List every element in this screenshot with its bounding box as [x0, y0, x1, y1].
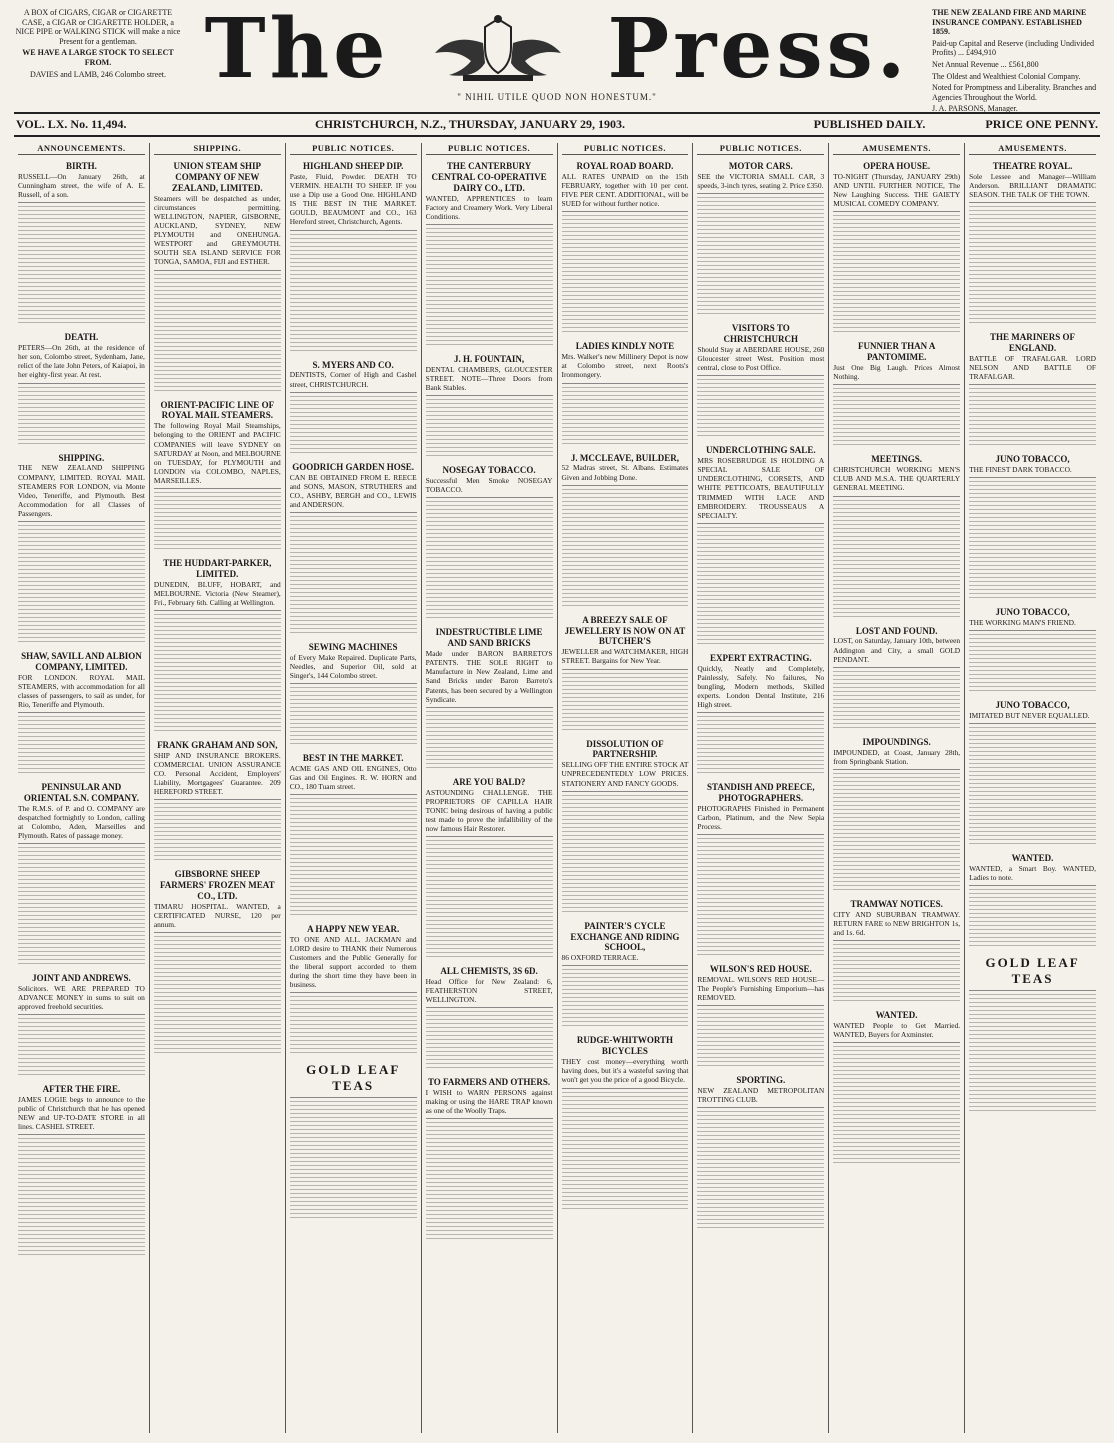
left-advert-line-2: WE HAVE A LARGE STOCK TO SELECT FROM.: [22, 48, 174, 67]
advertisement-text: ASTOUNDING CHALLENGE. THE PROPRIETORS OF CAPILLA HAIR TONIC being desirous of having a public test made to prove the infallibility of the now famous Hair Restorer.: [425, 787, 553, 833]
advertisement: [969, 952, 1096, 991]
advertisement-text: WANTED People to Get Married. WANTED, Buyers for Axminster.: [833, 1020, 961, 1039]
advertisement: [562, 612, 689, 670]
advertisement-text: IMITATED BUT NEVER EQUALLED.: [969, 711, 1090, 721]
small-print-texture: [833, 944, 960, 1004]
small-print-texture: [697, 1009, 824, 1069]
small-print-texture: [969, 994, 1096, 1114]
advertisement: [969, 850, 1096, 886]
advertisement-heading: STANDISH AND PREECE, PHOTOGRAPHERS.: [707, 781, 815, 803]
column-heading: PUBLIC NOTICES.: [426, 143, 553, 155]
advertisement-text: Paste, Fluid, Powder. DEATH TO VERMIN. HEALTH TO SHEEP. IF you use a Dip use a Good One. HIGHLAND IS THE BEST IN THE MARKET. GOULD, BEAUMONT and CO., 163 Hereford street, Christchurch, Agents.: [289, 172, 417, 227]
advertisement: [833, 896, 960, 941]
advertisement-heading: A BREEZY SALE OF JEWELLERY IS NOW ON AT BUTCHER'S: [564, 614, 686, 647]
advertisement-text: WANTED, APPRENTICES to learn Factory and Creamery Work. Very Liberal Conditions.: [425, 194, 553, 222]
advertisement: [290, 639, 417, 684]
column-6: [692, 143, 828, 1433]
advertisement-text: FOR LONDON. ROYAL MAIL STEAMERS, with accommodation for all classes of passengers, to sail as under, for Rio, Teneriffe and Plymouth.: [18, 672, 145, 709]
advertisement-text: SELLING OFF THE ENTIRE STOCK AT UNPRECEDENTEDLY LOW PRICES. STATIONERY AND FANCY GOODS.: [561, 760, 689, 788]
advertisement-heading: WANTED.: [875, 1009, 918, 1020]
advertisement: [154, 866, 281, 933]
small-print-texture: [833, 388, 960, 448]
advertisement: [426, 158, 553, 225]
advertisement-text: WANTED, a Smart Boy. WANTED, Ladies to note.: [969, 864, 1096, 883]
small-print-texture: [969, 889, 1096, 949]
advertisement-heading: GIBSBORNE SHEEP FARMERS' FROZEN MEAT CO., LTD.: [159, 868, 275, 901]
title-right: Press.: [607, 1, 910, 97]
small-print-texture: [697, 1111, 824, 1231]
advertisement-heading: TRAMWAY NOTICES.: [850, 898, 943, 909]
advertisement: [833, 1007, 960, 1043]
advertisement: [697, 158, 824, 194]
advertisement: [18, 329, 145, 383]
advertisement-text: IMPOUNDED, at Coast, January 28th, from Springbank Station.: [833, 747, 961, 766]
advertisement-text: BATTLE OF TRAFALGAR. LORD NELSON AND BATTLE OF TRAFALGAR.: [969, 354, 1096, 382]
advertisement-text: Steamers will be despatched as under, circumstances permitting. WELLINGTON, NAPIER, GISBORNE, AUCKLAND, SYDNEY, NEW PLYMOUTH and ONEHUNGA. WESTPORT and GREYMOUTH. SOUTH SEA ISLAND SERVICE FOR TONGA, SAMOA, FIJI and ESTHER.: [153, 194, 281, 267]
advertisement-heading: ARE YOU BALD?: [452, 776, 526, 787]
advertisement-text: DENTAL CHAMBERS, GLOUCESTER STREET. NOTE—Three Doors from Bank Stables.: [425, 365, 553, 393]
advertisement: [290, 459, 417, 513]
advertisement: [969, 451, 1096, 478]
advertisement-text: CITY AND SUBURBAN TRAMWAY. RETURN FARE to NEW BRIGHTON 1s, and 1s. 6d.: [833, 909, 961, 937]
small-print-texture: [426, 1122, 553, 1242]
advertisement-heading: RUDGE-WHITWORTH BICYCLES: [576, 1035, 674, 1057]
advertisement-heading: THE MARINERS OF ENGLAND.: [990, 332, 1076, 354]
advertisement: [426, 351, 553, 396]
advertisement-text: DENTISTS, Corner of High and Cashel street, CHRISTCHURCH.: [289, 370, 417, 389]
advertisement: [290, 750, 417, 795]
right-advert-line-3: Net Annual Revenue ... £561,800: [932, 59, 1039, 69]
advertisement-text: of Every Make Repaired. Duplicate Parts, Needles, and Superior Oil, sold at Singer's, 144 Colombo street.: [289, 652, 417, 680]
small-print-texture: [833, 1046, 960, 1166]
advertisement: [290, 1059, 417, 1098]
small-print-texture: [697, 197, 824, 317]
advertisement: [697, 961, 824, 1006]
column-heading: AMUSEMENTS.: [969, 143, 1096, 155]
small-print-texture: [562, 387, 689, 447]
advertisement-text: CHRISTCHURCH WORKING MEN'S CLUB AND M.S.A. THE QUARTERLY GENERAL MEETING.: [833, 465, 961, 493]
published-daily: PUBLISHED DAILY.: [813, 117, 926, 131]
advertisement-heading: OPERA HOUSE.: [863, 161, 931, 172]
column-heading: SHIPPING.: [154, 143, 281, 155]
advertisement-text: Solicitors. WE ARE PREPARED TO ADVANCE MONEY in sums to suit on approved freehold securities.: [18, 983, 145, 1011]
advertisement-heading: A HAPPY NEW YEAR.: [307, 923, 400, 934]
advertisement-text: Just One Big Laugh. Prices Almost Nothing.: [833, 363, 961, 382]
column-3: [285, 143, 421, 1433]
small-print-texture: [290, 687, 417, 747]
advertisement: [426, 624, 553, 707]
advertisement: [18, 648, 145, 713]
advertisement: [154, 737, 281, 800]
advertisement-heading: THE HUDDART-PARKER, LIMITED.: [163, 557, 272, 579]
advertisement-heading: GOODRICH GARDEN HOSE.: [292, 461, 415, 472]
advertisement-text: JEWELLER and WATCHMAKER, HIGH STREET. Bargains for New Year.: [561, 647, 689, 666]
advertisement: [969, 604, 1096, 631]
advertisement: [154, 158, 281, 270]
advertisement: [833, 734, 960, 770]
advertisement-heading: PENINSULAR AND ORIENTAL S.N. COMPANY.: [23, 781, 139, 803]
small-print-texture: [697, 716, 824, 776]
advertisement-heading: DISSOLUTION OF PARTNERSHIP.: [586, 738, 664, 760]
advertisement-heading: SHIPPING.: [58, 452, 105, 463]
column-heading: PUBLIC NOTICES.: [697, 143, 824, 155]
advertisement: [697, 1072, 824, 1108]
advertisement-text: The R.M.S. of P. and O. COMPANY are despatched fortnightly to London, calling at Colombo, Aden, Marseilles and Plymouth. Rates of passage money.: [18, 803, 145, 840]
advertisement-heading: SEWING MACHINES: [308, 641, 398, 652]
advertisement-heading: UNION STEAM SHIP COMPANY OF NEW ZEALAND, LIMITED.: [171, 161, 263, 194]
advertisement-heading: THE CANTERBURY CENTRAL CO-OPERATIVE DAIRY CO., LTD.: [431, 161, 547, 194]
advertisement-heading: LOST AND FOUND.: [855, 625, 938, 636]
small-print-texture: [290, 516, 417, 636]
advertisement-heading: MOTOR CARS.: [728, 161, 793, 172]
small-print-texture: [833, 500, 960, 620]
column-1: [14, 143, 149, 1433]
advertisement-heading: TO FARMERS AND OTHERS.: [427, 1076, 551, 1087]
advertisement-text: TO ONE AND ALL. JACKMAN and LORD desire to THANK their Numerous Customers and the Public Generally for the liberal support accorded to them during the short time they have been in business.: [289, 934, 417, 989]
small-print-texture: [426, 840, 553, 960]
small-print-texture: [18, 716, 145, 776]
advertisement: [18, 970, 145, 1015]
right-advert-line-2: Paid-up Capital and Reserve (including Undivided Profits) ... £494,910: [932, 38, 1094, 58]
small-print-texture: [18, 1138, 145, 1258]
advertisement: [426, 774, 553, 837]
advertisement: [154, 397, 281, 489]
advertisement-text: TIMARU HOSPITAL. WANTED, a CERTIFICATED NURSE, 120 per annum.: [153, 901, 281, 929]
advertisement: [697, 320, 824, 376]
advertisement-text: THE FINEST DARK TOBACCO.: [969, 465, 1072, 475]
advertisement: [562, 450, 689, 486]
advertisement: [18, 158, 145, 203]
small-print-texture: [426, 1011, 553, 1071]
column-heading: AMUSEMENTS.: [833, 143, 960, 155]
advertisement-heading: BEST IN THE MARKET.: [302, 752, 404, 763]
left-advert-line-1: A BOX of CIGARS, CIGAR or CIGARETTE CASE, a CIGAR or CIGARETTE HOLDER, a NICE PIPE or WALKING STICK will make a nice Present for a gentleman.: [15, 8, 181, 46]
small-print-texture: [426, 399, 553, 459]
advertisement: [290, 357, 417, 393]
advertisement-text: Head Office for New Zealand: 6, FEATHERSTON STREET, WELLINGTON.: [425, 976, 553, 1004]
advertisement-heading: GOLD LEAF TEAS: [985, 955, 1080, 987]
advertisement-heading: EXPERT EXTRACTING.: [710, 652, 812, 663]
small-print-texture: [18, 387, 145, 447]
advertisement-text: TO-NIGHT (Thursday, JANUARY 29th) AND UNTIL FURTHER NOTICE, The New Laughing Success. THE GAIETY MUSICAL COMEDY COMPANY.: [833, 172, 961, 209]
column-5: [557, 143, 693, 1433]
advertisement: [426, 462, 553, 498]
small-print-texture: [154, 803, 281, 863]
advertisement-text: THE NEW ZEALAND SHIPPING COMPANY, LIMITED. ROYAL MAIL STEAMERS FOR LONDON, via Monte Video, Teneriffe, and Plymouth. Best Accommodation for all Classes of Passengers.: [18, 463, 145, 518]
advertisement-heading: SHAW, SAVILL AND ALBION COMPANY, LIMITED.: [21, 650, 142, 672]
small-print-texture: [290, 234, 417, 354]
small-print-texture: [18, 847, 145, 967]
small-print-texture: [562, 215, 689, 335]
small-print-texture: [562, 673, 689, 733]
masthead-left-advert: [14, 8, 182, 81]
small-print-texture: [969, 206, 1096, 326]
advertisement-heading: ROYAL ROAD BOARD.: [576, 161, 674, 172]
advertisement-heading: JUNO TOBACCO,: [995, 454, 1070, 465]
column-8: [964, 143, 1100, 1433]
title-block: [190, 1, 924, 102]
advertisement-heading: VISITORS TO CHRISTCHURCH: [723, 323, 799, 345]
advertisement-text: Made under BARON BARRETO'S PATENTS. THE SOLE RIGHT to Manufacture in New Zealand, Lime and Sand Bricks under Baron Barreto's Patents, has been secured by a Wellington Syndicate.: [425, 649, 553, 704]
advertisement-heading: AFTER THE FIRE.: [42, 1083, 121, 1094]
advertisement-text: SEE the VICTORIA SMALL CAR, 3 speeds, 3-inch tyres, seating 2. Price £350.: [697, 172, 825, 191]
advertisement: [697, 442, 824, 523]
advertisement: [290, 158, 417, 230]
advertisement-text: MRS ROSEBRUDGE IS HOLDING A SPECIAL SALE OF UNDERCLOTHING, CORSETS, AND WHITE PETTICOATS, BEAUTIFULLY TRIMMED WITH LACE AND EMBROIDERY. TROUSSEAUS A SPECIALTY.: [697, 456, 825, 520]
advertisement: [154, 555, 281, 611]
advertisement-heading: NOSEGAY TOBACCO.: [442, 465, 536, 476]
advertisement-text: ACME GAS AND OIL ENGINES, Otto Gas and Oil Engines. R. W. HORN and CO., 180 Tuam street.: [289, 763, 417, 791]
advertisement: [18, 779, 145, 844]
advertisement-text: LOST, on Saturday, January 10th, between Addington and City, a small GOLD PENDANT.: [833, 636, 961, 664]
small-print-texture: [562, 1092, 689, 1212]
small-print-texture: [154, 274, 281, 394]
columns: [14, 143, 1100, 1433]
advertisement-heading: J. MCCLEAVE, BUILDER,: [570, 452, 679, 463]
column-2: [149, 143, 285, 1433]
advertisement-heading: INDESTRUCTIBLE LIME AND SAND BRICKS: [435, 627, 543, 649]
small-print-texture: [426, 501, 553, 621]
right-advert-line-5: Noted for Promptness and Liberality. Branches and Agencies Throughout the World.: [932, 83, 1097, 102]
column-heading: PUBLIC NOTICES.: [562, 143, 689, 155]
small-print-texture: [18, 206, 145, 326]
small-print-texture: [969, 727, 1096, 847]
motto: " NIHIL UTILE QUOD NON HONESTUM.": [457, 92, 657, 102]
small-print-texture: [697, 838, 824, 958]
advertisement: [833, 451, 960, 496]
advertisement-heading: IMPOUNDINGS.: [862, 736, 931, 747]
advertisement: [697, 650, 824, 713]
advertisement-heading: WILSON'S RED HOUSE.: [709, 963, 812, 974]
small-print-texture: [154, 936, 281, 1056]
advertisement-text: CAN BE OBTAINED FROM E. REECE and SONS, MASON, STRUTHERS and CO., ASHBY, BERGH and CO., LEWIS and ANDERSON.: [289, 472, 417, 509]
small-print-texture: [562, 795, 689, 915]
small-print-texture: [969, 634, 1096, 694]
column-4: [421, 143, 557, 1433]
small-print-texture: [154, 614, 281, 734]
advertisement-text: 52 Madras street, St. Albans. Estimates Given and Jobbing Done.: [561, 463, 689, 482]
advertisement: [426, 1074, 553, 1119]
column-heading: ANNOUNCEMENTS.: [18, 143, 145, 155]
right-advert-line-4: The Oldest and Wealthiest Colonial Company.: [932, 71, 1081, 81]
advertisement: [562, 1032, 689, 1088]
advertisement-text: THEY cost money—everything worth having does, but it's a wasteful saving that won't get you the price of a good Bicycle.: [561, 1057, 689, 1085]
small-print-texture: [290, 1101, 417, 1221]
advertisement-heading: THEATRE ROYAL.: [992, 161, 1073, 172]
advertisement-heading: GOLD LEAF TEAS: [306, 1061, 401, 1093]
volume-number: VOL. LX. No. 11,494.: [16, 117, 127, 131]
advertisement: [969, 697, 1096, 724]
small-print-texture: [833, 773, 960, 893]
small-print-texture: [833, 215, 960, 335]
advertisement: [562, 158, 689, 212]
small-print-texture: [18, 525, 145, 645]
advertisement: [18, 1081, 145, 1135]
advertisement-text: RUSSELL—On January 26th, at Cunningham street, the wife of A. E. Russell, of a son.: [18, 172, 145, 200]
advertisement-text: Mrs. Walker's new Millinery Depot is now at Colombo street, next Roots's Ironmongery.: [561, 352, 689, 380]
small-print-texture: [154, 492, 281, 552]
advertisement-text: Should Stay at ABERDARE HOUSE, 260 Gloucester street West. Position most central, close to Post Office.: [697, 345, 825, 373]
advertisement-text: THE WORKING MAN'S FRIEND.: [969, 618, 1076, 628]
advertisement-heading: FUNNIER THAN A PANTOMIME.: [858, 341, 936, 363]
advertisement-text: Sole Lessee and Manager—William Anderson. BRILLIANT DRAMATIC SEASON. THE TALK OF THE TOWN.: [969, 172, 1096, 200]
small-print-texture: [290, 996, 417, 1056]
advertisement-heading: BIRTH.: [65, 161, 97, 172]
advertisement-text: 86 OXFORD TERRACE.: [561, 953, 639, 963]
advertisement: [833, 338, 960, 385]
masthead-right-advert: [932, 8, 1100, 116]
small-print-texture: [969, 481, 1096, 601]
advertisement-heading: ALL CHEMISTS, 3S 6D.: [440, 965, 538, 976]
advertisement: [18, 450, 145, 522]
small-print-texture: [697, 527, 824, 647]
small-print-texture: [969, 388, 1096, 448]
advertisement-heading: SPORTING.: [736, 1074, 786, 1085]
advertisement: [969, 158, 1096, 203]
advertisement-heading: LADIES KINDLY NOTE: [575, 341, 675, 352]
advertisement-text: NEW ZEALAND METROPOLITAN TROTTING CLUB.: [697, 1085, 825, 1104]
small-print-texture: [290, 798, 417, 918]
advertisement-text: Quickly, Neatly and Completely, Painlessly, Safely. No failures, No bungling, Modern methods, Skilled experts. London Dental Institute, 216 High street.: [697, 663, 825, 709]
column-heading: PUBLIC NOTICES.: [290, 143, 417, 155]
advertisement-text: Successful Men Smoke NOSEGAY TOBACCO.: [425, 476, 553, 495]
left-advert-line-3: DAVIES and LAMB, 246 Colombo street.: [29, 69, 167, 79]
advertisement: [562, 736, 689, 792]
title-left: The: [204, 1, 390, 97]
advertisement: [969, 329, 1096, 385]
small-print-texture: [290, 396, 417, 456]
place-and-date: CHRISTCHURCH, N.Z., THURSDAY, JANUARY 29, 1903.: [314, 117, 626, 131]
small-print-texture: [697, 379, 824, 439]
advertisement-text: PETERS—On 26th, at the residence of her son, Colombo street, Sydenham, Jane, relict of the late John Peters, of Kaiapoi, in her eighty-first year. At rest.: [18, 343, 145, 380]
small-print-texture: [562, 489, 689, 609]
advertisement: [562, 918, 689, 967]
advertisement: [833, 158, 960, 212]
advertisement-heading: J. H. FOUNTAIN,: [454, 354, 525, 365]
advertisement: [290, 921, 417, 993]
small-print-texture: [426, 711, 553, 771]
advertisement: [426, 963, 553, 1008]
advertisement-text: ALL RATES UNPAID on the 15th FEBRUARY, together with 10 per cent. FIVE PER CENT. ADDITIONAL, will be SUED for without further notice.: [561, 172, 689, 209]
advertisement-heading: JUNO TOBACCO,: [995, 607, 1070, 618]
advertisement-heading: HIGHLAND SHEEP DIP.: [302, 161, 404, 172]
advertisement-text: PHOTOGRAPHS Finished in Permanent Carbon, Platinum, and the New Sepia Process.: [697, 803, 825, 831]
price: PRICE ONE PENNY.: [985, 117, 1098, 131]
small-print-texture: [562, 969, 689, 1029]
advertisement-heading: JUNO TOBACCO,: [995, 700, 1070, 711]
advertisement-heading: PAINTER'S CYCLE EXCHANGE AND RIDING SCHOOL,: [570, 920, 680, 953]
coat-of-arms-icon: [423, 13, 573, 85]
advertisement-heading: FRANK GRAHAM AND SON,: [157, 739, 278, 750]
advertisement-text: REMOVAL. WILSON'S RED HOUSE—The People's Furnishing Emporium—has REMOVED.: [697, 974, 825, 1002]
small-print-texture: [18, 1018, 145, 1078]
advertisement-text: I WISH to WARN PERSONS against making or using the HARE TRAP known as one of the Woolly Traps.: [425, 1087, 553, 1115]
advertisement: [697, 779, 824, 835]
right-advert-line-1: THE NEW ZEALAND FIRE AND MARINE INSURANCE COMPANY. ESTABLISHED 1859.: [932, 8, 1087, 37]
advertisement-text: JAMES LOGIE begs to announce to the public of Christchurch that he has opened NEW and UP-TO-DATE STORE in all lines. CASHEL STREET.: [18, 1094, 145, 1131]
small-print-texture: [426, 228, 553, 348]
advertisement: [833, 623, 960, 668]
masthead: [14, 1, 1100, 114]
advertisement-text: SHIP AND INSURANCE BROKERS. COMMERCIAL UNION ASSURANCE CO. Personal Accident, Employers' Liability, Mortgagees' Guarantee. 209 HEREFORD STREET.: [153, 750, 281, 796]
advertisement-heading: UNDERCLOTHING SALE.: [706, 445, 816, 456]
right-advert-line-6: J. A. PARSONS, Manager.: [932, 104, 1018, 114]
advertisement-heading: DEATH.: [64, 332, 99, 343]
advertisement-heading: MEETINGS.: [871, 454, 923, 465]
advertisement-heading: WANTED.: [1011, 853, 1054, 864]
advertisement-heading: JOINT AND ANDREWS.: [32, 972, 131, 983]
advertisement-heading: S. MYERS AND CO.: [312, 359, 394, 370]
advertisement-text: The following Royal Mail Steamships, belonging to the ORIENT and PACIFIC COMPANIES will leave SYDNEY on SATURDAY at Noon, and MELBOURNE on TUESDAY, for PLYMOUTH and LONDON via COLOMBO, NAPLES, MARSEILLES.: [153, 421, 281, 485]
column-7: [828, 143, 964, 1433]
advertisement-text: DUNEDIN, BLUFF, HOBART, and MELBOURNE. Victoria (New Steamer), Fri., February 6th. Calling at Wellington.: [153, 579, 281, 607]
advertisement: [562, 338, 689, 383]
small-print-texture: [833, 671, 960, 731]
advertisement-heading: ORIENT-PACIFIC LINE OF ROYAL MAIL STEAMERS.: [160, 399, 275, 421]
